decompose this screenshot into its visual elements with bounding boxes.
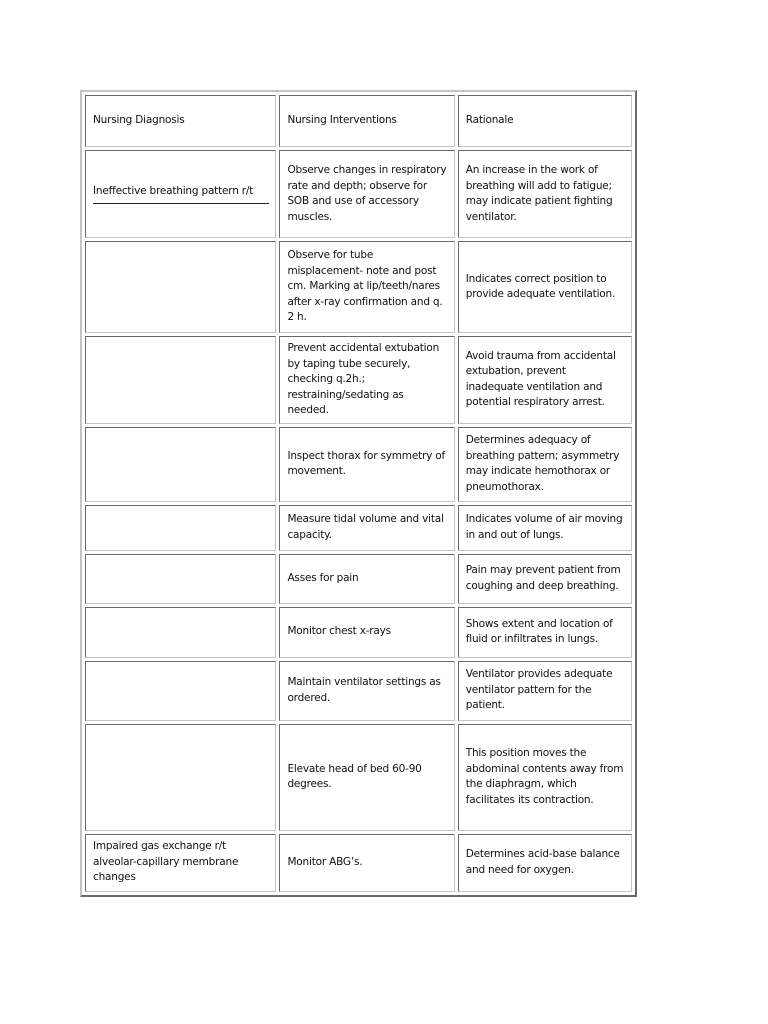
rationale-cell: Indicates correct position to provide adequate ventilation. [458,241,632,333]
intervention-cell: Monitor ABG’s. [279,834,454,892]
table-row [85,241,632,333]
intervention-cell: Asses for pain [279,554,454,604]
table-row [85,724,632,831]
rationale-cell: Pain may prevent patient from coughing and deep breathing. [458,554,632,604]
table-row [85,150,632,238]
diagnosis-cell [85,150,276,238]
diagnosis-cell [85,554,276,604]
intervention-cell: Elevate head of bed 60-90 degrees. [279,724,454,831]
rationale-cell: Avoid trauma from accidental extubation, prevent inadequate ventilation and potential respiratory arrest. [458,336,632,424]
rationale-cell: Determines acid-base balance and need for oxygen. [458,834,632,892]
rationale-cell: This position moves the abdominal contents away from the diaphragm, which facilitates its contraction. [458,724,632,831]
intervention-cell: Observe for tube misplacement- note and post cm. Marking at lip/teeth/nares after x-ray confirmation and q. 2 h. [279,241,454,333]
rationale-cell: Indicates volume of air moving in and out of lungs. [458,505,632,551]
diagnosis-cell: Impaired gas exchange r/t alveolar-capillary membrane changes [85,834,276,892]
diagnosis-cell [85,724,276,831]
rationale-cell: Shows extent and location of fluid or infiltrates in lungs. [458,607,632,658]
table-row [85,554,632,604]
rationale-cell: Ventilator provides adequate ventilator pattern for the patient. [458,661,632,721]
diagnosis-cell [85,661,276,721]
intervention-cell: Measure tidal volume and vital capacity. [279,505,454,551]
diagnosis-cell [85,336,276,424]
intervention-cell: Inspect thorax for symmetry of movement. [279,427,454,502]
intervention-cell: Observe changes in respiratory rate and depth; observe for SOB and use of accessory muscles. [279,150,454,238]
table-row [85,505,632,551]
header-nursing-diagnosis: Nursing Diagnosis [85,95,276,147]
header-nursing-interventions: Nursing Interventions [279,95,454,147]
table-row [85,336,632,424]
diagnosis-cell [85,607,276,658]
table-row [85,607,632,658]
diagnosis-text: Ineffective breathing pattern r/t [93,184,254,197]
diagnosis-cell [85,241,276,333]
diagnosis-blank-line [93,199,269,204]
rationale-cell: Determines adequacy of breathing pattern; asymmetry may indicate hemothorax or pneumothorax. [458,427,632,502]
intervention-cell: Prevent accidental extubation by taping tube securely, checking q.2h.; restraining/sedating as needed. [279,336,454,424]
header-row [85,95,632,147]
diagnosis-cell [85,427,276,502]
header-rationale: Rationale [458,95,632,147]
table-row [85,834,632,892]
table-row [85,427,632,502]
table-row [85,661,632,721]
nursing-care-plan-table [80,90,637,897]
rationale-cell: An increase in the work of breathing will add to fatigue; may indicate patient fighting ventilator. [458,150,632,238]
intervention-cell: Monitor chest x-rays [279,607,454,658]
diagnosis-cell [85,505,276,551]
intervention-cell: Maintain ventilator settings as ordered. [279,661,454,721]
